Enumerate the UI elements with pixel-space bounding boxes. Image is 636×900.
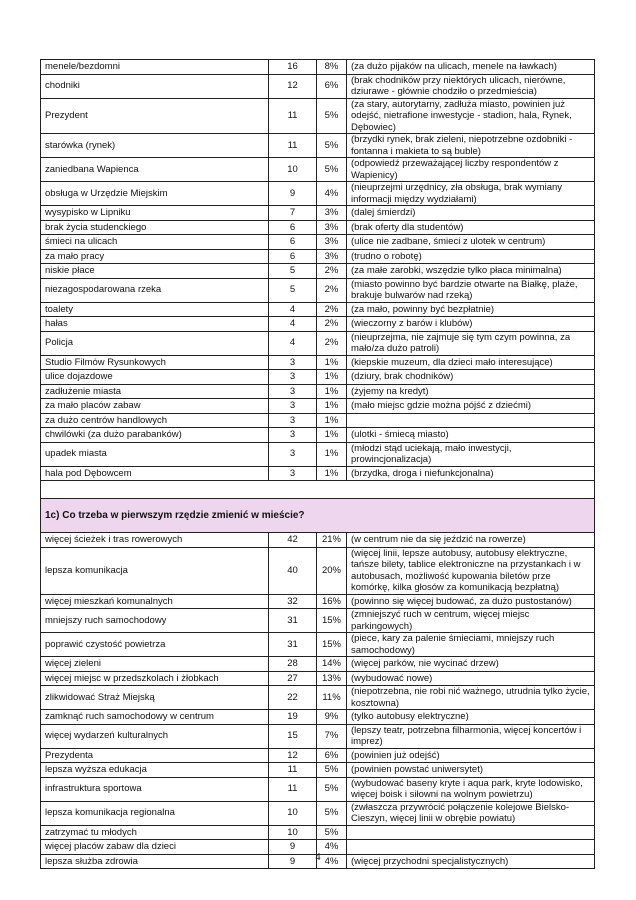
table-row	[41, 825, 595, 840]
table-row	[41, 206, 595, 221]
row-percent: 2%	[317, 278, 347, 302]
row-label: lepsza komunikacja	[41, 547, 269, 594]
row-percent: 5%	[317, 158, 347, 182]
row-note	[347, 413, 595, 428]
row-count: 11	[269, 98, 317, 134]
row-note: (więcej linii, lepsze autobusy, autobusy elektryczne, tańsze bilety, tablice elektroniczne na przystankach i w autobusach, możliwość kupowania biletów prze komórkę, kilka głosów za komunikacją bezpłatną)	[347, 547, 595, 594]
table-row	[41, 763, 595, 778]
table-row	[41, 399, 595, 414]
table-row	[41, 671, 595, 686]
row-label: Studio Filmów Rysunkowych	[41, 355, 269, 370]
row-note: (dziury, brak chodników)	[347, 370, 595, 385]
row-percent: 13%	[317, 671, 347, 686]
table-row	[41, 801, 595, 825]
row-note: (tylko autobusy elektryczne)	[347, 710, 595, 725]
row-label: zatrzymać tu młodych	[41, 825, 269, 840]
row-label: zadłużenie miasta	[41, 384, 269, 399]
table-row	[41, 220, 595, 235]
row-label: wysypisko w Lipniku	[41, 206, 269, 221]
row-label: mniejszy ruch samochodowy	[41, 609, 269, 633]
row-percent: 2%	[317, 264, 347, 279]
row-count: 3	[269, 466, 317, 481]
row-note: (młodzi stąd uciekają, mało inwestycji, prowincjonalizacja)	[347, 442, 595, 466]
row-percent: 3%	[317, 235, 347, 250]
row-label: niskie płace	[41, 264, 269, 279]
spacer-cell	[41, 481, 595, 499]
row-count: 11	[269, 134, 317, 158]
row-percent: 5%	[317, 801, 347, 825]
row-percent: 1%	[317, 355, 347, 370]
row-count: 3	[269, 413, 317, 428]
row-note: (miasto powinno być bardzie otwarte na Białkę, plaże, brakuje bulwarów nad rzeką)	[347, 278, 595, 302]
row-count: 3	[269, 399, 317, 414]
row-count: 42	[269, 533, 317, 548]
row-label: niezagospodarowana rzeka	[41, 278, 269, 302]
spacer-row	[41, 481, 595, 499]
row-note: (nieuprzejmi urzędnicy, zła obsługa, brak wymiany informacji między wydziałami)	[347, 182, 595, 206]
row-label: zaniedbana Wapienca	[41, 158, 269, 182]
row-label: toalety	[41, 302, 269, 317]
survey-table	[40, 59, 595, 869]
row-note: (żyjemy na kredyt)	[347, 384, 595, 399]
row-count: 4	[269, 302, 317, 317]
row-note: (trudno o robotę)	[347, 249, 595, 264]
row-note: (brak oferty dla studentów)	[347, 220, 595, 235]
row-note: (za dużo pijaków na ulicach, menele na ławkach)	[347, 60, 595, 75]
row-count: 28	[269, 657, 317, 672]
row-percent: 16%	[317, 594, 347, 609]
row-percent: 4%	[317, 840, 347, 855]
row-note: (w centrum nie da się jeździć na rowerze)	[347, 533, 595, 548]
row-label: infrastruktura sportowa	[41, 777, 269, 801]
section-heading-row	[41, 499, 595, 533]
row-note: (mało miejsc gdzie można pójść z dziećmi)	[347, 399, 595, 414]
row-count: 32	[269, 594, 317, 609]
row-count: 5	[269, 278, 317, 302]
table-row	[41, 724, 595, 748]
row-percent: 1%	[317, 370, 347, 385]
row-label: zamknąć ruch samochodowy w centrum	[41, 710, 269, 725]
row-count: 31	[269, 609, 317, 633]
row-note: (piece, kary za palenie śmieciami, mniejszy ruch samochodowy)	[347, 633, 595, 657]
row-count: 9	[269, 182, 317, 206]
row-label: więcej ścieżek i tras rowerowych	[41, 533, 269, 548]
row-percent: 3%	[317, 220, 347, 235]
row-label: więcej mieszkań komunalnych	[41, 594, 269, 609]
row-label: chodniki	[41, 74, 269, 98]
row-count: 40	[269, 547, 317, 594]
row-percent: 5%	[317, 777, 347, 801]
row-label: więcej placów zabaw dla dzieci	[41, 840, 269, 855]
row-label: więcej zieleni	[41, 657, 269, 672]
row-percent: 14%	[317, 657, 347, 672]
row-percent: 5%	[317, 825, 347, 840]
table-row	[41, 710, 595, 725]
row-percent: 3%	[317, 249, 347, 264]
row-note: (powinien już odejść)	[347, 748, 595, 763]
table-row	[41, 317, 595, 332]
row-note: (zmniejszyć ruch w centrum, więcej miejsc parkingowych)	[347, 609, 595, 633]
row-label: brak życia studenckiego	[41, 220, 269, 235]
row-percent: 11%	[317, 686, 347, 710]
row-label: za mało pracy	[41, 249, 269, 264]
row-percent: 5%	[317, 134, 347, 158]
row-note: (za małe zarobki, wszędzie tylko płaca minimalna)	[347, 264, 595, 279]
table-row	[41, 594, 595, 609]
row-count: 31	[269, 633, 317, 657]
row-percent: 4%	[317, 854, 347, 869]
row-label: lepsza służba zdrowia	[41, 854, 269, 869]
row-percent: 4%	[317, 182, 347, 206]
row-count: 9	[269, 840, 317, 855]
table-row	[41, 547, 595, 594]
row-count: 10	[269, 801, 317, 825]
row-percent: 21%	[317, 533, 347, 548]
row-percent: 6%	[317, 74, 347, 98]
row-count: 22	[269, 686, 317, 710]
row-note: (wybudować baseny kryte i aqua park, kryte lodowisko, więcej boisk i siłowni na wolnym powietrzu)	[347, 777, 595, 801]
document-page	[40, 59, 595, 869]
row-note: (powinno się więcej budować, za dużo pustostanów)	[347, 594, 595, 609]
row-count: 6	[269, 220, 317, 235]
row-percent: 1%	[317, 399, 347, 414]
table-row	[41, 158, 595, 182]
row-count: 3	[269, 370, 317, 385]
row-percent: 7%	[317, 724, 347, 748]
row-count: 7	[269, 206, 317, 221]
row-note: (więcej przychodni specjalistycznych)	[347, 854, 595, 869]
row-count: 11	[269, 777, 317, 801]
table-row	[41, 302, 595, 317]
table-row	[41, 249, 595, 264]
row-note	[347, 825, 595, 840]
table-row	[41, 533, 595, 548]
table-row	[41, 609, 595, 633]
row-note: (odpowiedź przeważającej liczby respondentów z Wapienicy)	[347, 158, 595, 182]
row-percent: 1%	[317, 428, 347, 443]
table-row	[41, 264, 595, 279]
row-note: (powinien powstać uniwersytet)	[347, 763, 595, 778]
row-note: (za stary, autorytarny, zadłuża miasto, powinien już odejść, nietrafione inwestycje - stadion, hala, Rynek, Dębowiec)	[347, 98, 595, 134]
row-count: 16	[269, 60, 317, 75]
row-note: (dalej śmierdzi)	[347, 206, 595, 221]
row-label: starówka (rynek)	[41, 134, 269, 158]
row-note: (brak chodników przy niektórych ulicach, nierówne, dziurawe - głównie chodziło o przedmieścia)	[347, 74, 595, 98]
row-note: (nieuprzejma, nie zajmuje się tym czym powinna, za mało/za dużo patroli)	[347, 331, 595, 355]
row-percent: 1%	[317, 384, 347, 399]
row-label: śmieci na ulicach	[41, 235, 269, 250]
row-label: hala pod Dębowcem	[41, 466, 269, 481]
row-label: za dużo centrów handlowych	[41, 413, 269, 428]
table-row	[41, 370, 595, 385]
row-label: więcej wydarzeń kulturalnych	[41, 724, 269, 748]
row-label: hałas	[41, 317, 269, 332]
row-percent: 9%	[317, 710, 347, 725]
table-row	[41, 60, 595, 75]
row-percent: 15%	[317, 633, 347, 657]
row-label: Policja	[41, 331, 269, 355]
row-count: 9	[269, 854, 317, 869]
row-count: 4	[269, 317, 317, 332]
table-row	[41, 633, 595, 657]
table-row	[41, 278, 595, 302]
row-note: (zwłaszcza przywrócić połączenie kolejowe Bielsko-Cieszyn, więcej linii w obrębie powiatu)	[347, 801, 595, 825]
row-label: chwilówki (za dużo parabanków)	[41, 428, 269, 443]
table-row	[41, 331, 595, 355]
row-label: Prezydent	[41, 98, 269, 134]
row-count: 15	[269, 724, 317, 748]
row-percent: 2%	[317, 331, 347, 355]
row-percent: 1%	[317, 466, 347, 481]
row-label: menele/bezdomni	[41, 60, 269, 75]
row-note: (wybudować nowe)	[347, 671, 595, 686]
row-percent: 3%	[317, 206, 347, 221]
row-label: Prezydenta	[41, 748, 269, 763]
row-count: 5	[269, 264, 317, 279]
row-note: (lepszy teatr, potrzebna filharmonia, więcej koncertów i imprez)	[347, 724, 595, 748]
table-row	[41, 748, 595, 763]
row-count: 3	[269, 442, 317, 466]
row-label: upadek miasta	[41, 442, 269, 466]
row-label: lepsza wyższa edukacja	[41, 763, 269, 778]
section-heading: 1c) Co trzeba w pierwszym rzędzie zmienić w mieście?	[41, 499, 595, 533]
table-row	[41, 384, 595, 399]
page-number: 4	[315, 852, 321, 863]
row-label: obsługa w Urzędzie Miejskim	[41, 182, 269, 206]
table-row	[41, 442, 595, 466]
row-note: (brzydka, droga i niefunkcjonalna)	[347, 466, 595, 481]
row-count: 3	[269, 428, 317, 443]
row-percent: 5%	[317, 763, 347, 778]
table-row	[41, 777, 595, 801]
row-count: 6	[269, 235, 317, 250]
row-count: 3	[269, 384, 317, 399]
row-label: lepsza komunikacja regionalna	[41, 801, 269, 825]
row-percent: 2%	[317, 317, 347, 332]
table-row	[41, 466, 595, 481]
row-label: za mało placów zabaw	[41, 399, 269, 414]
row-note: (niepotrzebna, nie robi nić ważnego, utrudnia tylko życie, kosztowna)	[347, 686, 595, 710]
row-note: (kiepskie muzeum, dla dzieci mało interesujące)	[347, 355, 595, 370]
row-count: 10	[269, 158, 317, 182]
row-percent: 20%	[317, 547, 347, 594]
row-label: poprawić czystość powietrza	[41, 633, 269, 657]
row-count: 12	[269, 748, 317, 763]
table-row	[41, 182, 595, 206]
table-row	[41, 134, 595, 158]
row-percent: 1%	[317, 413, 347, 428]
table-row	[41, 657, 595, 672]
row-note: (za mało, powinny być bezpłatnie)	[347, 302, 595, 317]
row-percent: 5%	[317, 98, 347, 134]
row-label: więcej miejsc w przedszkolach i żłobkach	[41, 671, 269, 686]
row-percent: 15%	[317, 609, 347, 633]
table-row	[41, 686, 595, 710]
table-row	[41, 413, 595, 428]
row-note: (wieczorny z barów i klubów)	[347, 317, 595, 332]
row-percent: 2%	[317, 302, 347, 317]
table-row	[41, 74, 595, 98]
row-count: 27	[269, 671, 317, 686]
table-row	[41, 428, 595, 443]
table-row	[41, 355, 595, 370]
row-count: 12	[269, 74, 317, 98]
row-note: (ulotki - śmiecą miasto)	[347, 428, 595, 443]
row-percent: 6%	[317, 748, 347, 763]
row-label: zlikwidować Straż Miejską	[41, 686, 269, 710]
row-count: 3	[269, 355, 317, 370]
row-percent: 1%	[317, 442, 347, 466]
row-count: 4	[269, 331, 317, 355]
row-count: 6	[269, 249, 317, 264]
table-row	[41, 98, 595, 134]
row-count: 10	[269, 825, 317, 840]
row-count: 19	[269, 710, 317, 725]
row-note: (ulice nie zadbane, śmieci z ulotek w centrum)	[347, 235, 595, 250]
table-row	[41, 235, 595, 250]
row-note: (brzydki rynek, brak zieleni, niepotrzebne ozdobniki - fontanna i makieta to są buble)	[347, 134, 595, 158]
survey-table-body	[41, 60, 595, 869]
row-note: (więcej parków, nie wycinać drzew)	[347, 657, 595, 672]
row-percent: 8%	[317, 60, 347, 75]
row-count: 11	[269, 763, 317, 778]
row-label: ulice dojazdowe	[41, 370, 269, 385]
